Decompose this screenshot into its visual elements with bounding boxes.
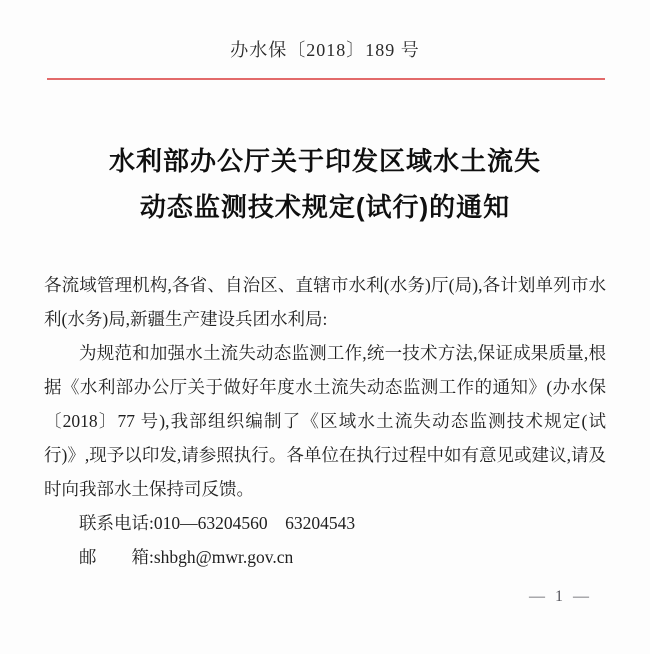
contact-email-line: 邮 箱:shbgh@mwr.gov.cn [79,547,294,567]
document-title [0,138,650,230]
page-number: — 1 — [529,588,592,605]
document-title-line-1: 水利部办公厅关于印发区域水土流失 [108,146,541,176]
doc-number: 办水保〔2018〕189 号 [230,40,420,60]
document-body [44,268,606,574]
contact-phone-line: 联系电话:010—63204560 63204543 [79,513,356,533]
red-divider-line [47,78,605,80]
document-title-line-2: 动态监测技术规定(试行)的通知 [139,192,511,222]
addressee-paragraph: 各流域管理机构,各省、自治区、直辖市水利(水务)厅(局),各计划单列市水利(水务)局,新疆生产建设兵团水利局: [44,275,606,329]
main-paragraph: 为规范和加强水土流失动态监测工作,统一技术方法,保证成果质量,根据《水利部办公厅关于做好年度水土流失动态监测工作的通知》(办水保〔2018〕77 号),我部组织编制了《区域水土流失动态监测技术规定(试行)》,现予以印发,请参照执行。各单位在执行过程中如有意见或建议,请及时向我部水土保持司反馈。 [44,343,606,499]
